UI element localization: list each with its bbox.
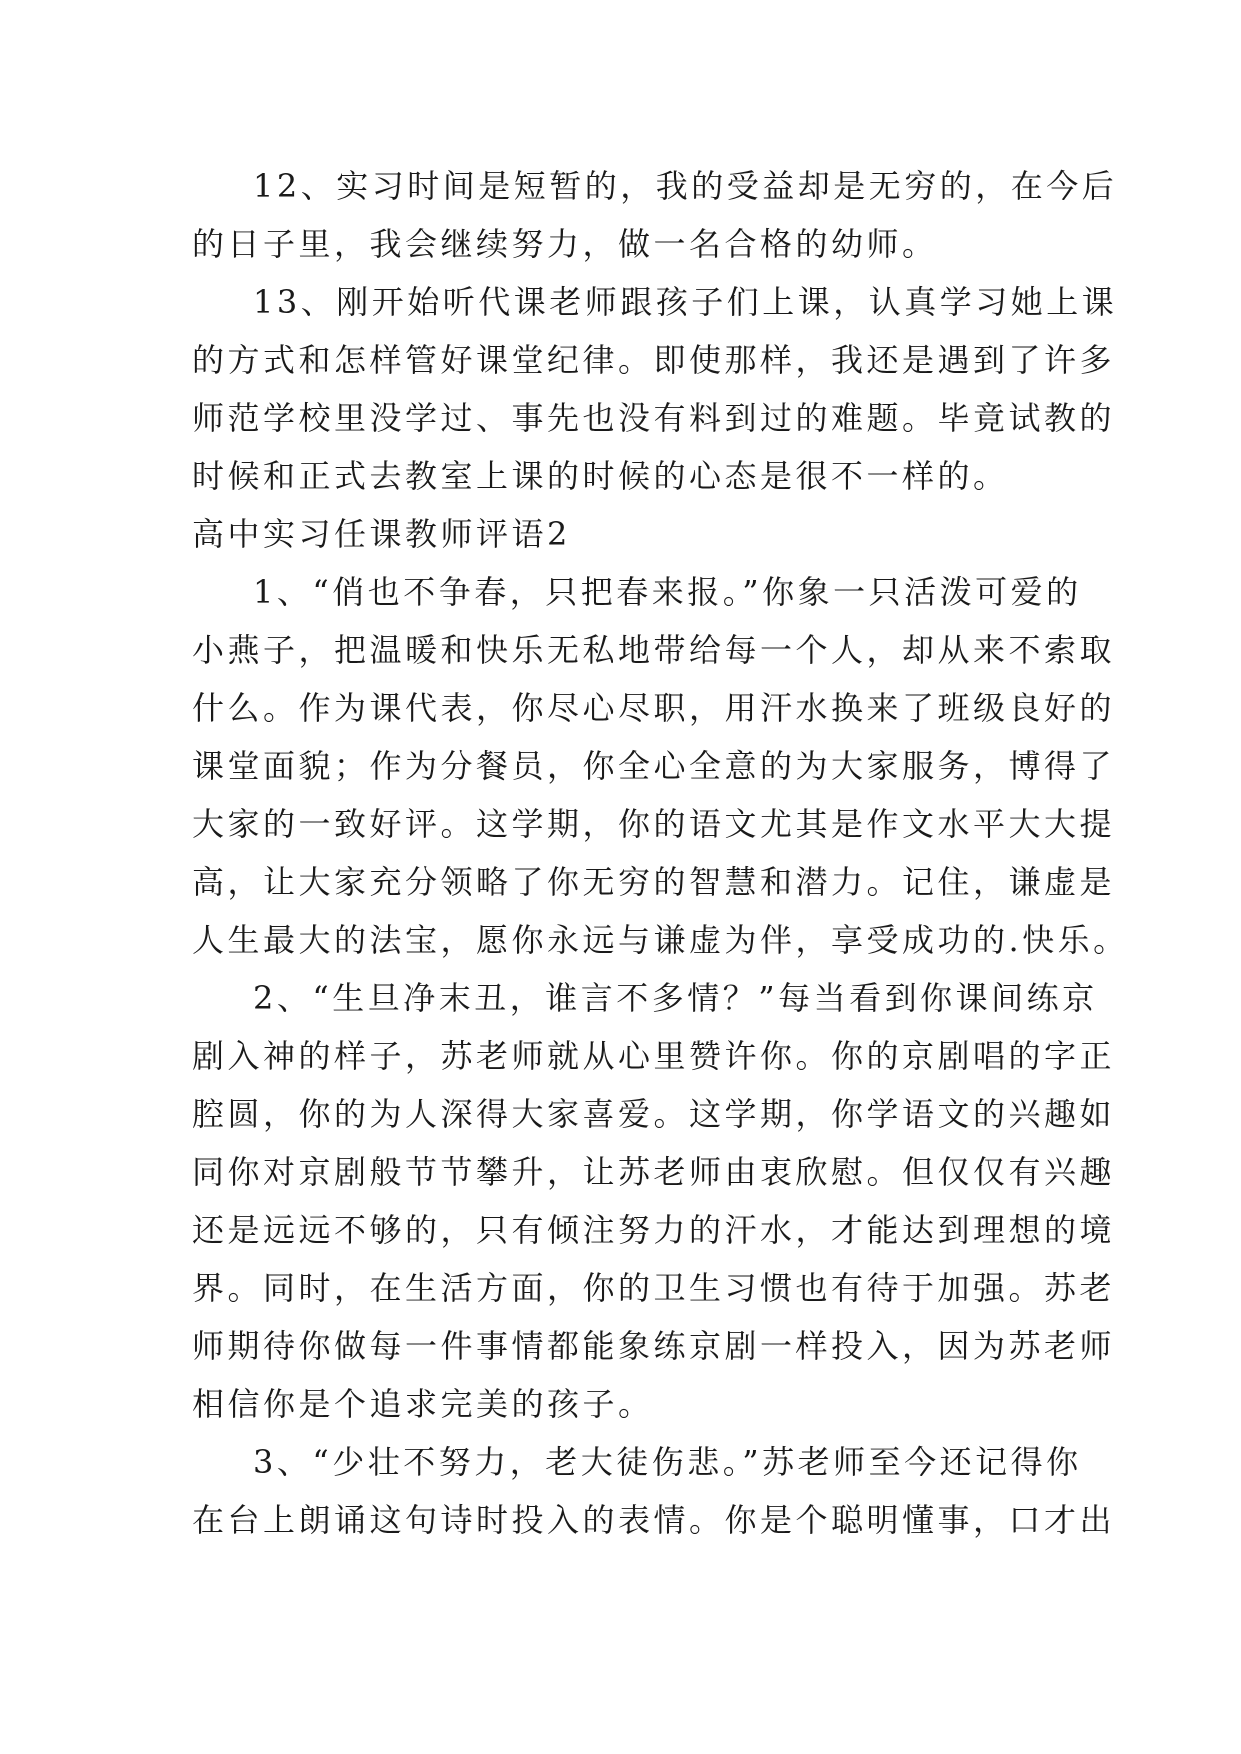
paragraph-12-line-1: 12、实习时间是短暂的，我的受益却是无穷的，在今后	[253, 167, 1118, 205]
paragraph-2-line-7: 师期待你做每一件事情都能象练京剧一样投入，因为苏老师	[192, 1327, 1116, 1365]
paragraph-3-line-1: 3、“少壮不努力，老大徒伤悲。”苏老师至今还记得你	[253, 1443, 1082, 1481]
paragraph-13-line-3: 师范学校里没学过、事先也没有料到过的难题。毕竟试教的	[192, 399, 1116, 437]
paragraph-2-line-8: 相信你是个追求完美的孩子。	[192, 1385, 654, 1423]
paragraph-13-line-2: 的方式和怎样管好课堂纪律。即使那样，我还是遇到了许多	[192, 341, 1116, 379]
paragraph-2-line-2: 剧入神的样子，苏老师就从心里赞许你。你的京剧唱的字正	[192, 1037, 1116, 1075]
paragraph-13-line-1: 13、刚开始听代课老师跟孩子们上课，认真学习她上课	[253, 283, 1118, 321]
paragraph-1-line-7: 人生最大的法宝，愿你永远与谦虚为伴，享受成功的.快乐。	[192, 921, 1129, 959]
paragraph-2-line-3: 腔圆，你的为人深得大家喜爱。这学期，你学语文的兴趣如	[192, 1095, 1116, 1133]
paragraph-1-line-2: 小燕子，把温暖和快乐无私地带给每一个人，却从来不索取	[192, 631, 1116, 669]
paragraph-1-line-5: 大家的一致好评。这学期，你的语文尤其是作文水平大大提	[192, 805, 1116, 843]
paragraph-2-line-6: 界。同时，在生活方面，你的卫生习惯也有待于加强。苏老	[192, 1269, 1116, 1307]
paragraph-3-line-2: 在台上朗诵这句诗时投入的表情。你是个聪明懂事，口才出	[192, 1501, 1116, 1539]
section-heading: 高中实习任课教师评语2	[192, 515, 571, 553]
paragraph-1-line-4: 课堂面貌；作为分餐员，你全心全意的为大家服务，博得了	[192, 747, 1116, 785]
paragraph-2-line-5: 还是远远不够的，只有倾注努力的汗水，才能达到理想的境	[192, 1211, 1116, 1249]
paragraph-1-line-3: 什么。作为课代表，你尽心尽职，用汗水换来了班级良好的	[192, 689, 1116, 727]
paragraph-12-line-2: 的日子里，我会继续努力，做一名合格的幼师。	[192, 225, 938, 263]
paragraph-1-line-6: 高，让大家充分领略了你无穷的智慧和潜力。记住，谦虚是	[192, 863, 1116, 901]
paragraph-2-line-1: 2、“生旦净末丑，谁言不多情？”每当看到你课间练京	[253, 979, 1098, 1017]
paragraph-1-line-1: 1、“俏也不争春，只把春来报。”你象一只活泼可爱的	[253, 573, 1082, 611]
paragraph-13-line-4: 时候和正式去教室上课的时候的心态是很不一样的。	[192, 457, 1009, 495]
paragraph-2-line-4: 同你对京剧般节节攀升，让苏老师由衷欣慰。但仅仅有兴趣	[192, 1153, 1116, 1191]
